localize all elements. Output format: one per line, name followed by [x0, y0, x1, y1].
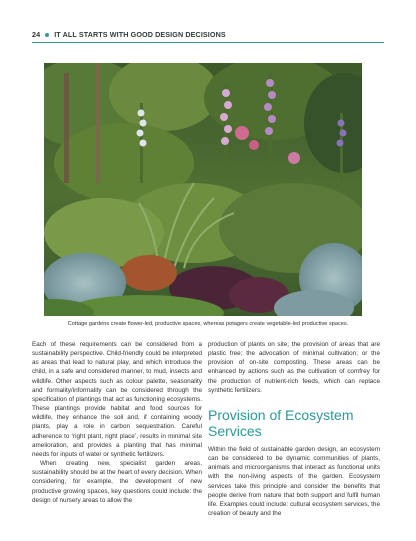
paragraph: production of plants on site; the provision of areas that are plastic free; the advocation of minimal cultivation; or the provision of on-site composting. These areas can be enhanced by actions such as the cultivation of comfrey for the production of nutrient-rich feeds, which can replace synthetic fertilizers.: [208, 341, 380, 394]
paragraph: When creating new, specialist garden areas, sustainability should be at the heart of every decision. When considering, for example, the development of new productive growing spaces, key questions could include: the design of nursery areas to allow the: [32, 460, 202, 504]
left-column: [32, 340, 202, 505]
header-rule: [32, 42, 384, 43]
garden-photo: [44, 63, 362, 316]
garden-photo-illustration: [44, 63, 362, 316]
section-heading: Provision of Ecosystem Services: [208, 406, 354, 439]
paragraph: Each of these requirements can be considered from a sustainability perspective. Child-friendly could be interpreted as areas that lead to natural play, and which introduce the child, in a safe and considered manner, to mud, insects and wildlife. Other aspects such as colour palette, seasonality and formality/informality can be considered through the specification of plantings that act as functioning ecosystems. These plantings provide habitat and food sources for wildlife, they enhance the soil and, if containing woody plants, play a role in carbon sequestration. Careful adherence to ‘right plant, right place’, results in minimal site amelioration, and provides a planting that has minimal needs for inputs of water or synthetic fertilizers.: [32, 341, 202, 458]
figure-caption: Cottage gardens create flower-led, productive spaces, whereas potagers create vegetable-led productive spaces.: [67, 321, 349, 327]
paragraph: Within the field of sustainable garden design, an ecosystem can be considered to be dynamic communities of plants, animals and microorganisms that interact as functional units with the non-living aspects of the garden. Ecosystem services take this principle and consider the benefits that people derive from nature that both support and fulfil human life. Examples could include: cultural ecosystem services, the creation of beauty and the: [208, 445, 380, 518]
page-number: 24: [32, 30, 41, 39]
right-column: [208, 340, 380, 518]
bullet-icon: [45, 33, 49, 37]
running-header: [32, 30, 392, 39]
running-title: IT ALL STARTS WITH GOOD DESIGN DECISIONS: [54, 30, 226, 39]
